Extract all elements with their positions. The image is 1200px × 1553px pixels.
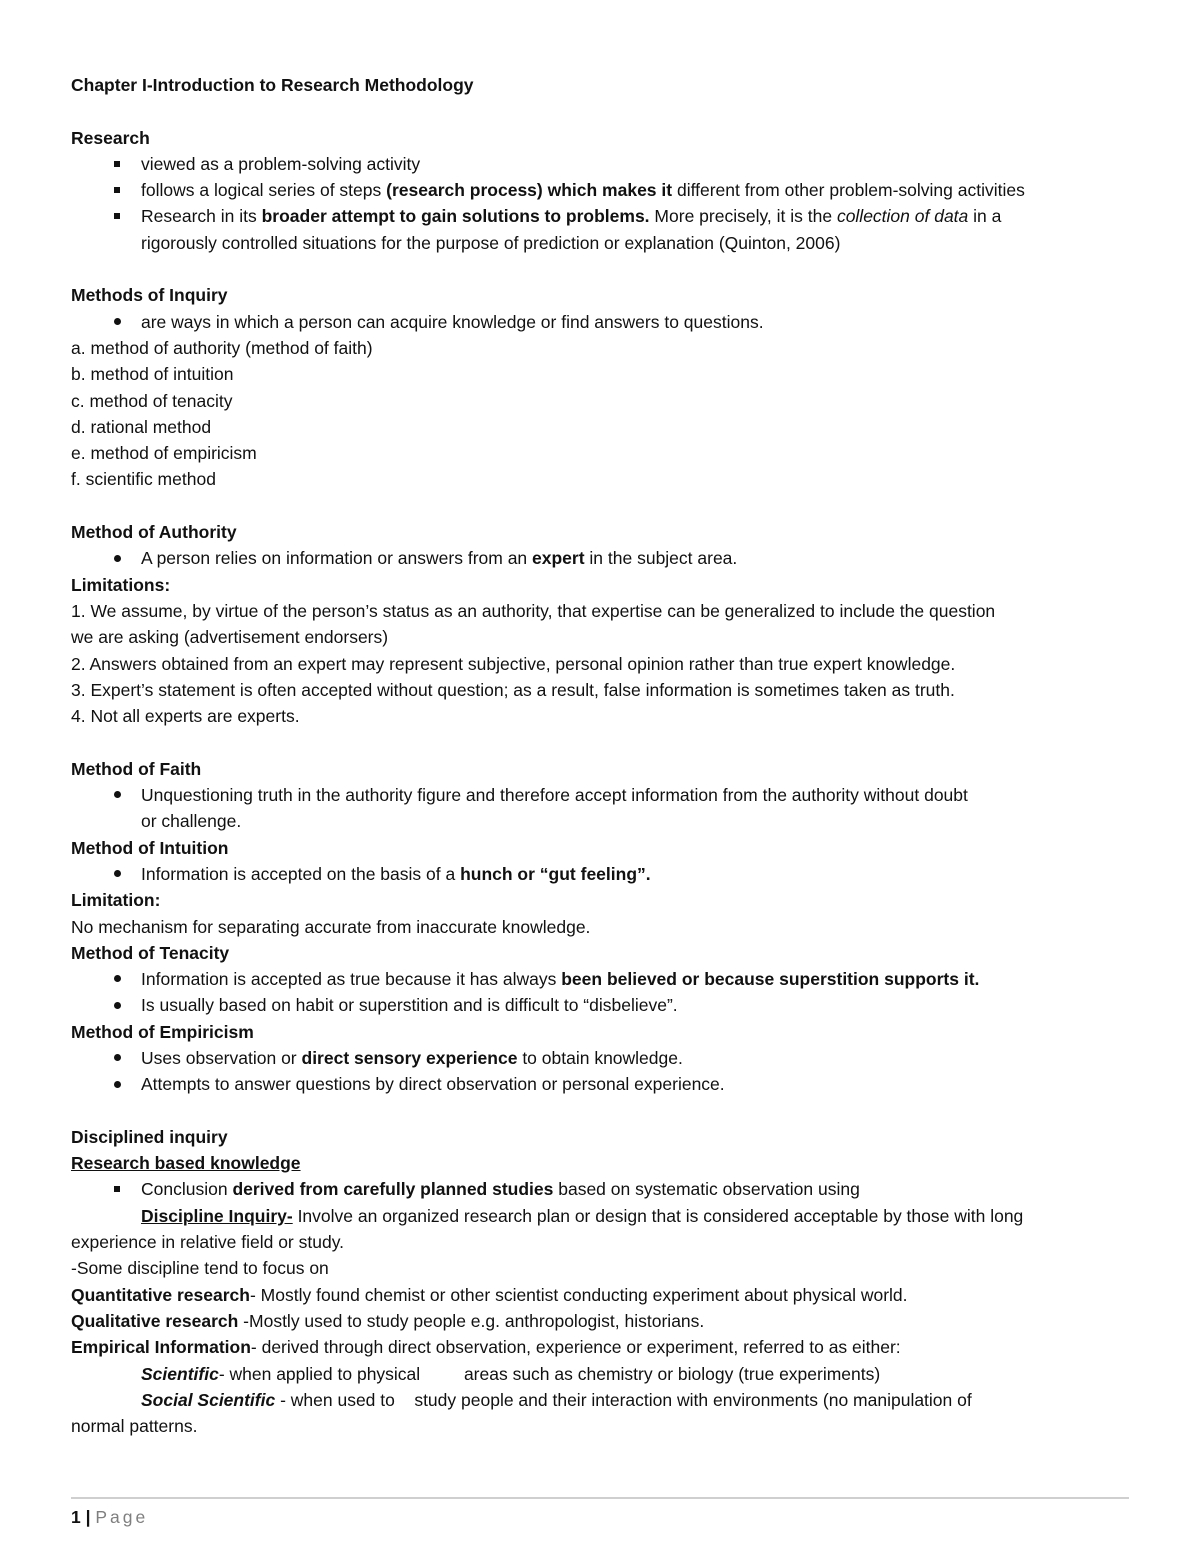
disciplined-heading: Disciplined inquiry (71, 1126, 228, 1147)
faith-heading: Method of Faith (71, 758, 202, 779)
limitation-item: 1. We assume, by virtue of the person’s status as an authority, that expertise can be generalized to include the question (71, 600, 996, 621)
inquiry-item: b. method of intuition (71, 364, 234, 385)
list-item: Conclusion derived from carefully planned studies based on systematic observation using (71, 1176, 1131, 1202)
intuition-heading: Method of Intuition (71, 837, 229, 858)
limitation-item: 2. Answers obtained from an expert may represent subjective, personal opinion rather than true expert knowledge. (71, 653, 956, 674)
inquiry-heading: Methods of Inquiry (71, 285, 228, 306)
limitation-text: No mechanism for separating accurate from inaccurate knowledge. (71, 916, 591, 937)
round-bullet-icon (114, 309, 121, 335)
round-bullet-icon (114, 545, 121, 571)
list-item: Unquestioning truth in the authority figure and therefore accept information from the authority without doubt (71, 782, 1131, 808)
research-knowledge-subheading: Research based knowledge (71, 1153, 301, 1174)
round-bullet-icon (114, 966, 121, 992)
empirical-definition: Empirical Information- derived through direct observation, experience or experiment, referred to as either: (71, 1337, 901, 1358)
social-scientific-definition: Social Scientific - when used to study people and their interaction with environments (no manipulation of (141, 1389, 972, 1410)
list-item: A person relies on information or answers from an expert in the subject area. (71, 545, 1131, 571)
page-footer (71, 1504, 148, 1530)
research-heading: Research (71, 127, 150, 148)
footer-divider (71, 1497, 1129, 1499)
round-bullet-icon (114, 1071, 121, 1097)
limitation-item: 4. Not all experts are experts. (71, 706, 300, 727)
square-bullet-icon (114, 1176, 120, 1202)
list-item: Information is accepted on the basis of a hunch or “gut feeling”. (71, 861, 1131, 887)
round-bullet-icon (114, 1045, 121, 1071)
limitation-item: 3. Expert’s statement is often accepted without question; as a result, false information is sometimes taken as truth. (71, 679, 955, 700)
square-bullet-icon (114, 151, 120, 177)
inquiry-item: c. method of tenacity (71, 390, 233, 411)
definition-continuation: normal patterns. (71, 1416, 198, 1437)
quantitative-definition: Quantitative research- Mostly found chemist or other scientist conducting experiment about physical world. (71, 1284, 908, 1305)
round-bullet-icon (114, 992, 121, 1018)
list-item: Attempts to answer questions by direct observation or personal experience. (71, 1071, 1131, 1097)
limitation-heading: Limitation: (71, 890, 161, 911)
limitation-item-continuation: we are asking (advertisement endorsers) (71, 627, 389, 648)
footer-separator: | (80, 1507, 96, 1527)
authority-heading: Method of Authority (71, 522, 237, 543)
page-number: 1 (71, 1507, 81, 1527)
page-title: Chapter I-Introduction to Research Methodology (71, 75, 474, 95)
square-bullet-icon (114, 177, 120, 203)
round-bullet-icon (114, 782, 121, 808)
square-bullet-icon (114, 203, 120, 229)
list-item: Uses observation or direct sensory experience to obtain knowledge. (71, 1045, 1131, 1071)
inquiry-item: f. scientific method (71, 469, 216, 490)
round-bullet-icon (114, 861, 121, 887)
list-item-continuation: rigorously controlled situations for the purpose of prediction or explanation (Quinton, 2006) (141, 232, 841, 253)
limitations-heading: Limitations: (71, 574, 171, 595)
empiricism-heading: Method of Empiricism (71, 1021, 254, 1042)
page-label: Page (95, 1507, 149, 1527)
list-item-continuation: or challenge. (141, 811, 242, 832)
list-item: are ways in which a person can acquire knowledge or find answers to questions. (71, 309, 1131, 335)
list-item: Is usually based on habit or superstition and is difficult to “disbelieve”. (71, 992, 1131, 1018)
discipline-inquiry-definition: Discipline Inquiry- Involve an organized research plan or design that is considered acceptable by those with long (141, 1205, 1024, 1226)
inquiry-item: a. method of authority (method of faith) (71, 337, 373, 358)
scientific-definition: Scientific- when applied to physical areas such as chemistry or biology (true experiments) (141, 1363, 881, 1384)
list-item: Information is accepted as true because it has always been believed or because superstition supports it. (71, 966, 1131, 992)
focus-text: -Some discipline tend to focus on (71, 1258, 329, 1279)
list-item: viewed as a problem-solving activity (71, 151, 1131, 177)
tenacity-heading: Method of Tenacity (71, 942, 230, 963)
list-item: follows a logical series of steps (research process) which makes it different from other problem-solving activities (71, 177, 1131, 203)
inquiry-item: d. rational method (71, 416, 212, 437)
inquiry-item: e. method of empiricism (71, 443, 257, 464)
definition-continuation: experience in relative field or study. (71, 1232, 345, 1253)
list-item: Research in its broader attempt to gain solutions to problems. More precisely, it is the collection of data in a (71, 203, 1131, 229)
qualitative-definition: Qualitative research -Mostly used to study people e.g. anthropologist, historians. (71, 1310, 705, 1331)
document-body (71, 72, 1131, 1439)
